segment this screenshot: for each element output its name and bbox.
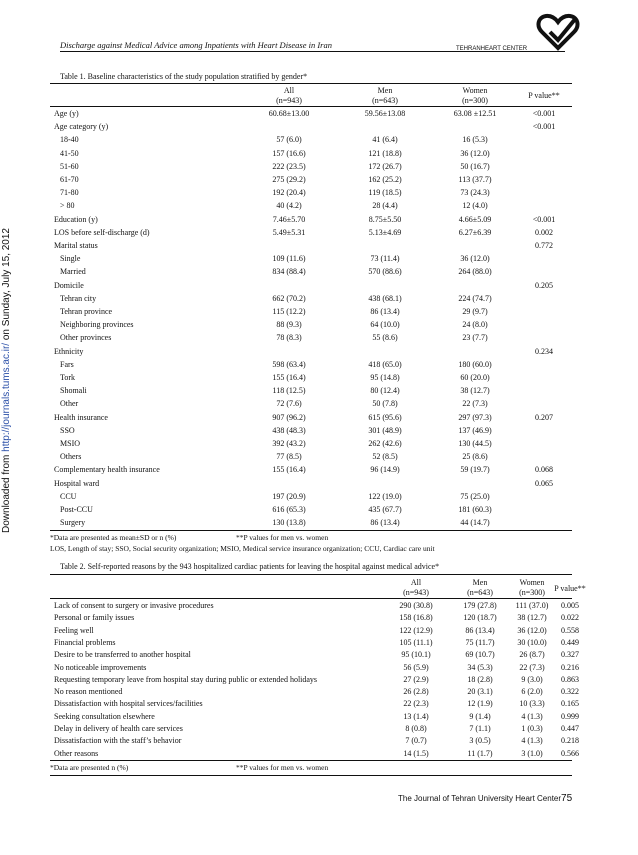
- row-label: Others: [60, 452, 82, 462]
- cell-all: 907 (96.2): [272, 412, 306, 422]
- cell-women: 36 (12.0): [460, 148, 490, 158]
- table2-footnote-b: **P values for men vs. women: [236, 763, 329, 772]
- table-row: [50, 686, 579, 698]
- table2-header-rule: [50, 598, 572, 599]
- table-row: [50, 735, 579, 747]
- cell-all: 122 (12.9): [399, 625, 433, 635]
- cell-men: 41 (6.4): [372, 135, 398, 145]
- cell-all: 26 (2.8): [403, 687, 429, 697]
- table-row: [50, 600, 579, 612]
- cell-all: 60.68±13.00: [268, 109, 310, 118]
- cell-men: 435 (67.7): [368, 505, 402, 514]
- row-label: 18-40: [60, 135, 79, 145]
- table1-col-all: All (n=943): [276, 86, 302, 105]
- cell-all: 40 (4.2): [276, 201, 302, 211]
- cell-men: 301 (48.9): [368, 425, 402, 435]
- cell-men: 20 (3.1): [467, 687, 493, 697]
- row-label: Other reasons: [54, 748, 99, 758]
- cell-men: 86 (13.4): [370, 518, 400, 528]
- cell-p-value: 0.002: [535, 227, 553, 237]
- table2-caption: Table 2. Self-reported reasons by the 943 hospitalized cardiac patients for leaving the hospital against medical advice*: [60, 562, 440, 571]
- cell-men: 11 (1.7): [467, 748, 493, 758]
- row-label: Married: [60, 267, 86, 277]
- cell-women: 224 (74.7): [458, 293, 492, 303]
- row-label: Post-CCU: [60, 505, 93, 514]
- table-row: [50, 478, 572, 490]
- table1-footnote-c: LOS, Length of stay; SSO, Social security organization; MSIO, Medical service insurance organization; CCU, Cardiac care unit: [50, 544, 435, 553]
- cell-women: 130 (44.5): [458, 439, 492, 448]
- table-row: [50, 253, 572, 265]
- cell-p-value: 0.558: [561, 625, 579, 635]
- cell-all: 158 (16.8): [399, 613, 433, 623]
- table-row: [50, 711, 579, 723]
- table2-col-men: Men (n=643): [467, 578, 493, 597]
- cell-all: 7 (0.7): [405, 736, 427, 746]
- cell-all: 834 (88.4): [272, 267, 306, 277]
- row-label: 61-70: [60, 175, 79, 184]
- cell-women: 22 (7.3): [462, 399, 488, 409]
- cell-p-value: 0.207: [535, 412, 553, 422]
- table-row: [50, 674, 579, 686]
- heart-logo-icon: [536, 12, 580, 52]
- cell-p-value: 0.999: [561, 711, 579, 721]
- table-row: [50, 662, 579, 674]
- row-label: Single: [60, 254, 81, 264]
- cell-men: 59.56±13.08: [364, 109, 406, 118]
- table-row: [50, 293, 572, 305]
- cell-p-value: 0.065: [535, 478, 553, 488]
- table2-col-p: P value**: [554, 584, 586, 593]
- cell-men: 18 (2.8): [467, 674, 493, 684]
- cell-all: 155 (16.4): [272, 373, 306, 382]
- cell-men: 122 (19.0): [368, 491, 402, 501]
- cell-all: 88 (9.3): [276, 320, 302, 330]
- cell-women: 4.66±5.09: [458, 214, 492, 224]
- cell-men: 86 (13.4): [465, 625, 495, 635]
- row-label: > 80: [60, 201, 75, 211]
- table-row: [50, 174, 572, 186]
- table-row: [50, 266, 572, 278]
- cell-women: 63.08 ±12.51: [453, 109, 497, 118]
- cell-men: 34 (5.3): [467, 662, 493, 672]
- row-label: No reason mentioned: [54, 687, 123, 697]
- row-label: Education (y): [54, 214, 98, 224]
- table1-caption: Table 1. Baseline characteristics of the study population stratified by gender*: [60, 72, 308, 81]
- row-label: Health insurance: [54, 412, 108, 422]
- table-row: [50, 412, 572, 424]
- download-date: on Sunday, July 15, 2012: [1, 228, 12, 343]
- table-row: [50, 491, 572, 503]
- cell-p-value: 0.205: [535, 280, 553, 290]
- cell-men: 28 (4.4): [372, 201, 398, 211]
- cell-women: 4 (1.3): [521, 736, 543, 746]
- cell-p-value: 0.449: [561, 637, 579, 647]
- cell-women: 111 (37.0): [515, 601, 549, 610]
- table-row: [50, 698, 579, 710]
- cell-p-value: 0.447: [561, 724, 579, 733]
- table-row: [50, 332, 572, 344]
- cell-men: 3 (0.5): [469, 736, 491, 746]
- table-row: [50, 240, 572, 252]
- table1-col-men: Men (n=643): [372, 86, 398, 105]
- footer: [398, 793, 572, 804]
- cell-men: 52 (8.5): [372, 452, 398, 462]
- cell-men: 162 (25.2): [368, 175, 402, 184]
- cell-all: 157 (16.6): [272, 148, 306, 158]
- row-label: MSIO: [60, 439, 81, 448]
- row-label: Tehran province: [60, 307, 113, 316]
- cell-men: 5.13±4.69: [368, 227, 402, 237]
- cell-all: 392 (43.2): [272, 439, 306, 448]
- table2-top-rule: [50, 574, 572, 575]
- table-row: [50, 306, 572, 318]
- table1-top-rule: [50, 83, 572, 84]
- cell-all: 8 (0.8): [405, 724, 427, 733]
- cell-all: 7.46±5.70: [272, 214, 306, 224]
- cell-men: 262 (42.6): [368, 439, 402, 448]
- table1-footnote-b: **P values for men vs. women: [236, 533, 329, 542]
- cell-men: 179 (27.8): [463, 601, 497, 610]
- cell-all: 14 (1.5): [403, 748, 429, 758]
- cell-all: 56 (5.9): [403, 662, 429, 672]
- table-row: [50, 625, 579, 637]
- download-url-link[interactable]: http://journals.tums.ac.ir/: [1, 342, 12, 452]
- table-row: [50, 451, 572, 463]
- row-label: Other: [60, 399, 79, 409]
- cell-women: 30 (10.0): [517, 637, 547, 647]
- cell-all: 57 (6.0): [276, 135, 302, 145]
- cell-all: 197 (20.9): [272, 491, 306, 501]
- row-label: Surgery: [60, 518, 86, 528]
- cell-all: 662 (70.2): [272, 293, 306, 303]
- row-label: LOS before self-discharge (d): [54, 227, 150, 237]
- table-row: [50, 108, 572, 120]
- cell-all: 95 (10.1): [401, 650, 431, 660]
- cell-p-value: 0.022: [561, 613, 579, 623]
- cell-women: 4 (1.3): [521, 711, 543, 721]
- cell-women: 29 (9.7): [462, 307, 488, 316]
- table-row: [50, 280, 572, 292]
- table-row: [50, 372, 572, 384]
- cell-women: 50 (16.7): [460, 161, 490, 171]
- row-label: Dissatisfaction with hospital services/facilities: [54, 699, 203, 709]
- row-label: Fars: [60, 359, 74, 369]
- row-label: Desire to be transferred to another hospital: [54, 650, 191, 660]
- cell-women: 44 (14.7): [460, 518, 490, 528]
- table1-footnote-a: *Data are presented as mean±SD or n (%): [50, 533, 177, 542]
- table-row: [50, 425, 572, 437]
- download-notice: [1, 173, 15, 533]
- row-label: Delay in delivery of health care services: [54, 724, 183, 733]
- table-row: [50, 359, 572, 371]
- cell-men: 9 (1.4): [469, 711, 491, 721]
- cell-all: 77 (8.5): [276, 452, 302, 462]
- cell-women: 180 (60.0): [458, 359, 492, 369]
- row-label: Complementary health insurance: [54, 465, 160, 475]
- cell-p-value: 0.216: [561, 662, 579, 672]
- cell-p-value: 0.234: [535, 346, 553, 356]
- row-label: Dissatisfaction with the staff’s behavior: [54, 736, 182, 746]
- table-row: [50, 504, 572, 516]
- cell-p-value: <0.001: [532, 109, 556, 118]
- cell-men: 418 (65.0): [368, 359, 402, 369]
- cell-all: 105 (11.1): [399, 637, 433, 647]
- table-row: [50, 612, 579, 624]
- row-label: Tehran city: [60, 293, 97, 303]
- cell-women: 59 (19.7): [460, 465, 490, 475]
- table-row: [50, 517, 572, 529]
- cell-women: 73 (24.3): [460, 188, 490, 198]
- cell-p-value: <0.001: [532, 214, 556, 224]
- row-label: Tork: [60, 373, 75, 382]
- cell-men: 80 (12.4): [370, 386, 400, 396]
- cell-women: 10 (3.3): [519, 699, 545, 709]
- cell-women: 181 (60.3): [458, 505, 492, 514]
- cell-all: 130 (13.8): [272, 518, 306, 528]
- table-row: [50, 346, 572, 358]
- cell-women: 38 (12.7): [460, 386, 490, 396]
- cell-p-value: 0.005: [561, 601, 579, 610]
- cell-men: 69 (10.7): [465, 650, 495, 660]
- row-label: Feeling well: [54, 625, 94, 635]
- cell-men: 615 (95.6): [368, 412, 402, 422]
- table-row: [50, 385, 572, 397]
- cell-men: 95 (14.8): [370, 373, 400, 382]
- row-label: 41-50: [60, 148, 79, 158]
- cell-p-value: 0.772: [535, 241, 553, 250]
- table-row: [50, 148, 572, 160]
- table-row: [50, 134, 572, 146]
- cell-all: 13 (1.4): [403, 711, 429, 721]
- cell-women: 36 (12.0): [517, 625, 547, 635]
- row-label: No noticeable improvements: [54, 662, 147, 672]
- table1-bottom-rule: [50, 530, 572, 531]
- table-row: [50, 649, 579, 661]
- table-row: [50, 464, 572, 476]
- table-row: [50, 438, 572, 450]
- cell-p-value: <0.001: [532, 122, 556, 132]
- row-label: Age (y): [54, 109, 79, 118]
- row-label: Personal or family issues: [54, 613, 135, 623]
- row-label: Requesting temporary leave from hospital stay during public or extended holidays: [54, 674, 318, 684]
- cell-men: 86 (13.4): [370, 307, 400, 316]
- table2-footnote-rule: [50, 775, 572, 776]
- cell-all: 118 (12.5): [272, 386, 306, 396]
- cell-women: 24 (8.0): [462, 320, 488, 330]
- cell-women: 75 (25.0): [460, 491, 490, 501]
- row-label: Ethnicity: [54, 346, 84, 356]
- table-row: [50, 319, 572, 331]
- journal-brand: TEHRANHEART CENTER: [456, 46, 528, 52]
- row-label: Financial problems: [54, 637, 116, 647]
- running-title: Discharge against Medical Advice among Inpatients with Heart Disease in Iran: [60, 40, 332, 50]
- cell-women: 3 (1.0): [521, 748, 543, 758]
- download-prefix: Downloaded from: [1, 451, 12, 533]
- cell-all: 438 (48.3): [272, 425, 306, 435]
- row-label: Domicile: [54, 280, 84, 290]
- cell-all: 192 (20.4): [272, 188, 306, 198]
- table-row: [50, 723, 579, 735]
- cell-women: 9 (3.0): [521, 674, 543, 684]
- cell-p-value: 0.218: [561, 736, 579, 746]
- row-label: Marital status: [54, 241, 98, 250]
- cell-p-value: 0.165: [561, 699, 579, 709]
- table2-bottom-rule: [50, 760, 572, 761]
- cell-women: 26 (8.7): [519, 650, 545, 660]
- cell-all: 115 (12.2): [272, 307, 306, 316]
- cell-women: 38 (12.7): [517, 613, 547, 623]
- row-label: Other provinces: [60, 333, 112, 343]
- cell-men: 172 (26.7): [368, 161, 402, 171]
- cell-men: 121 (18.8): [368, 148, 402, 158]
- row-label: Age category (y): [54, 122, 109, 132]
- cell-all: 155 (16.4): [272, 465, 306, 475]
- cell-all: 5.49±5.31: [272, 227, 306, 237]
- cell-all: 616 (65.3): [272, 505, 306, 514]
- row-label: Shomali: [60, 386, 87, 396]
- row-label: 51-60: [60, 161, 79, 171]
- cell-men: 96 (14.9): [370, 465, 400, 475]
- table-row: [50, 187, 572, 199]
- cell-men: 73 (11.4): [370, 254, 400, 264]
- cell-p-value: 0.863: [561, 674, 579, 684]
- cell-men: 64 (10.0): [370, 320, 400, 330]
- row-label: Seeking consultation elsewhere: [54, 711, 155, 721]
- cell-p-value: 0.327: [561, 650, 579, 660]
- cell-p-value: 0.068: [535, 465, 553, 475]
- cell-women: 6 (2.0): [521, 687, 543, 697]
- cell-women: 264 (88.0): [458, 267, 492, 277]
- cell-all: 109 (11.6): [272, 254, 306, 264]
- cell-women: 16 (5.3): [462, 135, 488, 145]
- row-label: SSO: [60, 425, 75, 435]
- cell-women: 297 (97.3): [458, 412, 492, 422]
- table1-header-rule: [50, 106, 572, 107]
- row-label: Lack of consent to surgery or invasive procedures: [54, 601, 214, 610]
- table-row: [50, 200, 572, 212]
- table2-col-women: Women (n=300): [519, 578, 545, 597]
- cell-p-value: 0.566: [561, 748, 579, 758]
- cell-men: 12 (1.9): [467, 699, 493, 709]
- cell-women: 22 (7.3): [519, 662, 545, 672]
- table2-col-all: All (n=943): [403, 578, 429, 597]
- table-row: [50, 161, 572, 173]
- cell-women: 1 (0.3): [521, 724, 543, 733]
- cell-all: 27 (2.9): [403, 674, 429, 684]
- cell-men: 119 (18.5): [368, 188, 402, 198]
- table1-col-women: Women (n=300): [462, 86, 488, 105]
- table2-footnote-a: *Data are presented n (%): [50, 763, 129, 772]
- cell-men: 7 (1.1): [469, 724, 491, 733]
- table-row: [50, 214, 572, 226]
- cell-men: 438 (68.1): [368, 293, 402, 303]
- cell-p-value: 0.322: [561, 687, 579, 697]
- cell-all: 275 (29.2): [272, 175, 306, 184]
- row-label: Neighboring provinces: [60, 320, 134, 330]
- row-label: Hospital ward: [54, 478, 100, 488]
- cell-all: 78 (8.3): [276, 333, 302, 343]
- cell-women: 60 (20.0): [460, 373, 490, 382]
- table-row: [50, 748, 579, 760]
- cell-women: 137 (46.9): [458, 425, 492, 435]
- row-label: 71-80: [60, 188, 79, 198]
- cell-men: 55 (8.6): [372, 333, 398, 343]
- cell-all: 72 (7.6): [276, 399, 302, 409]
- cell-men: 570 (88.6): [368, 267, 402, 277]
- page-number: 75: [561, 793, 573, 804]
- cell-women: 6.27±6.39: [458, 227, 492, 237]
- cell-women: 12 (4.0): [462, 201, 488, 211]
- table-row: [50, 227, 572, 239]
- table-row: [50, 121, 572, 133]
- cell-all: 222 (23.5): [272, 161, 306, 171]
- table-row: [50, 637, 579, 649]
- cell-men: 50 (7.8): [372, 399, 398, 409]
- table1-col-p: P value**: [528, 91, 560, 100]
- cell-women: 25 (8.6): [462, 452, 488, 462]
- cell-men: 8.75±5.50: [368, 214, 402, 224]
- cell-all: 598 (63.4): [272, 359, 306, 369]
- cell-men: 120 (18.7): [463, 613, 497, 623]
- cell-women: 113 (37.7): [458, 175, 492, 184]
- table-row: [50, 398, 572, 410]
- footer-journal: The Journal of Tehran University Heart Center: [398, 794, 562, 803]
- cell-all: 22 (2.3): [403, 699, 429, 709]
- cell-all: 290 (30.8): [399, 601, 433, 610]
- row-label: CCU: [60, 491, 77, 501]
- cell-women: 36 (12.0): [460, 254, 490, 264]
- header-rule: [60, 51, 565, 52]
- cell-men: 75 (11.7): [465, 637, 495, 647]
- cell-women: 23 (7.7): [462, 333, 488, 343]
